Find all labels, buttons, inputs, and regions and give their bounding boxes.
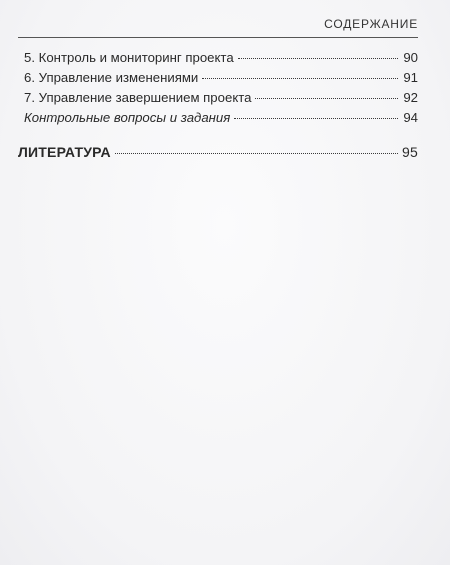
dot-leader [255, 98, 398, 99]
toc-entry-major [18, 142, 418, 162]
toc-entry-title: 5. Контроль и мониторинг проекта [24, 50, 234, 65]
dot-leader [234, 118, 398, 119]
toc-entry [18, 88, 418, 108]
toc-entry [18, 68, 418, 88]
running-header: СОДЕРЖАНИЕ [324, 17, 418, 31]
toc-entry-page: 95 [402, 144, 418, 160]
toc-entry-page: 91 [403, 70, 418, 85]
table-of-contents [18, 48, 418, 162]
toc-entry-page: 94 [403, 110, 418, 125]
toc-entry [18, 108, 418, 128]
toc-entry-title: ЛИТЕРАТУРА [18, 144, 111, 160]
toc-entry [18, 48, 418, 68]
toc-entry-title: 6. Управление изменениями [24, 70, 199, 85]
toc-entry-title: Контрольные вопросы и задания [24, 110, 231, 125]
dot-leader [115, 153, 398, 154]
toc-entry-page: 92 [403, 90, 418, 105]
dot-leader [238, 58, 398, 59]
header-rule [18, 37, 418, 38]
dot-leader [202, 78, 398, 79]
toc-entry-page: 90 [403, 50, 418, 65]
toc-entry-title: 7. Управление завершением проекта [24, 90, 252, 105]
